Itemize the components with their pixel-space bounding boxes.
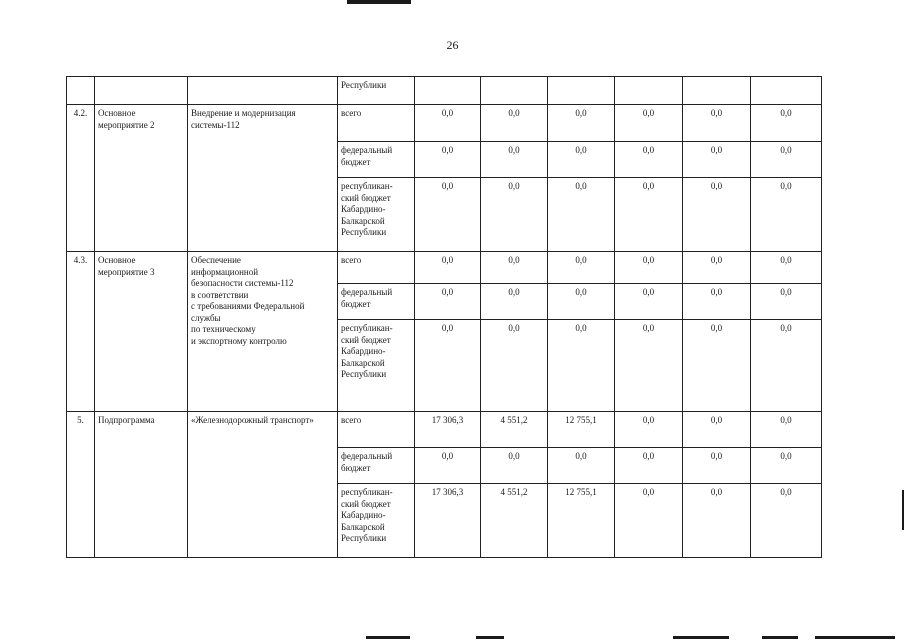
funding-value: 17 306,3 bbox=[415, 484, 481, 558]
item-number: 4.3. bbox=[67, 252, 95, 412]
funding-value: 0,0 bbox=[548, 105, 615, 142]
funding-value: 0,0 bbox=[751, 484, 822, 558]
funding-value: 0,0 bbox=[683, 105, 751, 142]
funding-value: 0,0 bbox=[615, 320, 683, 412]
funding-value: 0,0 bbox=[415, 448, 481, 484]
table-row bbox=[67, 77, 822, 105]
funding-value: 0,0 bbox=[415, 320, 481, 412]
funding-source-label: республикан- ский бюджет Кабардино- Балкарской Республики bbox=[338, 178, 415, 252]
scan-artifact-bottom bbox=[762, 636, 798, 639]
scan-artifact-bottom bbox=[673, 636, 729, 639]
funding-value: 0,0 bbox=[548, 142, 615, 178]
funding-value: 0,0 bbox=[481, 320, 548, 412]
funding-source-label: всего bbox=[338, 252, 415, 284]
funding-value: 0,0 bbox=[548, 320, 615, 412]
item-number: 5. bbox=[67, 412, 95, 558]
funding-value: 0,0 bbox=[751, 178, 822, 252]
funding-value: 0,0 bbox=[481, 284, 548, 320]
funding-source-label: всего bbox=[338, 412, 415, 448]
funding-value: 0,0 bbox=[751, 252, 822, 284]
funding-value: 0,0 bbox=[481, 448, 548, 484]
funding-value: 0,0 bbox=[615, 252, 683, 284]
funding-source-label: федеральный бюджет bbox=[338, 142, 415, 178]
scan-artifact-bottom bbox=[366, 636, 410, 639]
funding-value: 0,0 bbox=[615, 448, 683, 484]
item-type: Подпрограмма bbox=[95, 412, 188, 558]
table-row bbox=[67, 105, 822, 142]
funding-value: 0,0 bbox=[415, 105, 481, 142]
funding-source-label: республикан- ский бюджет Кабардино- Балкарской Республики bbox=[338, 320, 415, 412]
funding-source-label: федеральный бюджет bbox=[338, 284, 415, 320]
funding-value: 0,0 bbox=[415, 252, 481, 284]
funding-value: 0,0 bbox=[615, 105, 683, 142]
item-type: Основное мероприятие 2 bbox=[95, 105, 188, 252]
funding-source-label: всего bbox=[338, 105, 415, 142]
funding-value: 0,0 bbox=[683, 448, 751, 484]
funding-value: 0,0 bbox=[481, 178, 548, 252]
funding-source-label: республикан- ский бюджет Кабардино- Балкарской Республики bbox=[338, 484, 415, 558]
scan-artifact-bottom bbox=[815, 636, 895, 639]
scan-artifact-right bbox=[902, 490, 904, 530]
funding-value: 0,0 bbox=[481, 252, 548, 284]
funding-value: 0,0 bbox=[548, 252, 615, 284]
funding-value: 0,0 bbox=[683, 252, 751, 284]
scan-artifact-top bbox=[347, 0, 411, 4]
funding-value: 0,0 bbox=[415, 284, 481, 320]
funding-value: 0,0 bbox=[751, 105, 822, 142]
funding-value: 0,0 bbox=[615, 284, 683, 320]
funding-value: 0,0 bbox=[481, 105, 548, 142]
funding-value: 0,0 bbox=[548, 284, 615, 320]
funding-value: 0,0 bbox=[481, 142, 548, 178]
item-type: Основное мероприятие 3 bbox=[95, 252, 188, 412]
funding-source-label: федеральный бюджет bbox=[338, 448, 415, 484]
funding-value: 0,0 bbox=[683, 412, 751, 448]
funding-value: 0,0 bbox=[548, 178, 615, 252]
item-name: «Железнодорожный транспорт» bbox=[188, 412, 338, 558]
funding-table bbox=[66, 76, 822, 558]
table-body bbox=[67, 77, 822, 558]
funding-value: 0,0 bbox=[615, 412, 683, 448]
table-row bbox=[67, 412, 822, 448]
item-name: Внедрение и модернизация системы-112 bbox=[188, 105, 338, 252]
scan-artifact-bottom bbox=[476, 636, 504, 639]
funding-value: 4 551,2 bbox=[481, 484, 548, 558]
funding-value: 4 551,2 bbox=[481, 412, 548, 448]
funding-value: 0,0 bbox=[683, 142, 751, 178]
funding-value: 0,0 bbox=[751, 320, 822, 412]
funding-value: 0,0 bbox=[751, 284, 822, 320]
funding-value: 12 755,1 bbox=[548, 412, 615, 448]
page-number: 26 bbox=[446, 38, 459, 52]
item-name: Обеспечение информационной безопасности системы-112 в соответствии с требованиями Федеральной службы по техническому и экспортному контролю bbox=[188, 252, 338, 412]
funding-value: 0,0 bbox=[615, 178, 683, 252]
funding-value: 0,0 bbox=[615, 142, 683, 178]
funding-value: 0,0 bbox=[415, 142, 481, 178]
funding-value: 0,0 bbox=[415, 178, 481, 252]
funding-value: 0,0 bbox=[751, 412, 822, 448]
funding-value: 0,0 bbox=[548, 448, 615, 484]
funding-value: 0,0 bbox=[751, 448, 822, 484]
funding-value: 0,0 bbox=[683, 284, 751, 320]
funding-value: 12 755,1 bbox=[548, 484, 615, 558]
funding-value: 0,0 bbox=[683, 320, 751, 412]
funding-value: 17 306,3 bbox=[415, 412, 481, 448]
funding-source-label: Республики bbox=[338, 77, 415, 105]
funding-value: 0,0 bbox=[683, 484, 751, 558]
funding-value: 0,0 bbox=[683, 178, 751, 252]
funding-value: 0,0 bbox=[615, 484, 683, 558]
item-number: 4.2. bbox=[67, 105, 95, 252]
funding-value: 0,0 bbox=[751, 142, 822, 178]
table-row bbox=[67, 252, 822, 284]
